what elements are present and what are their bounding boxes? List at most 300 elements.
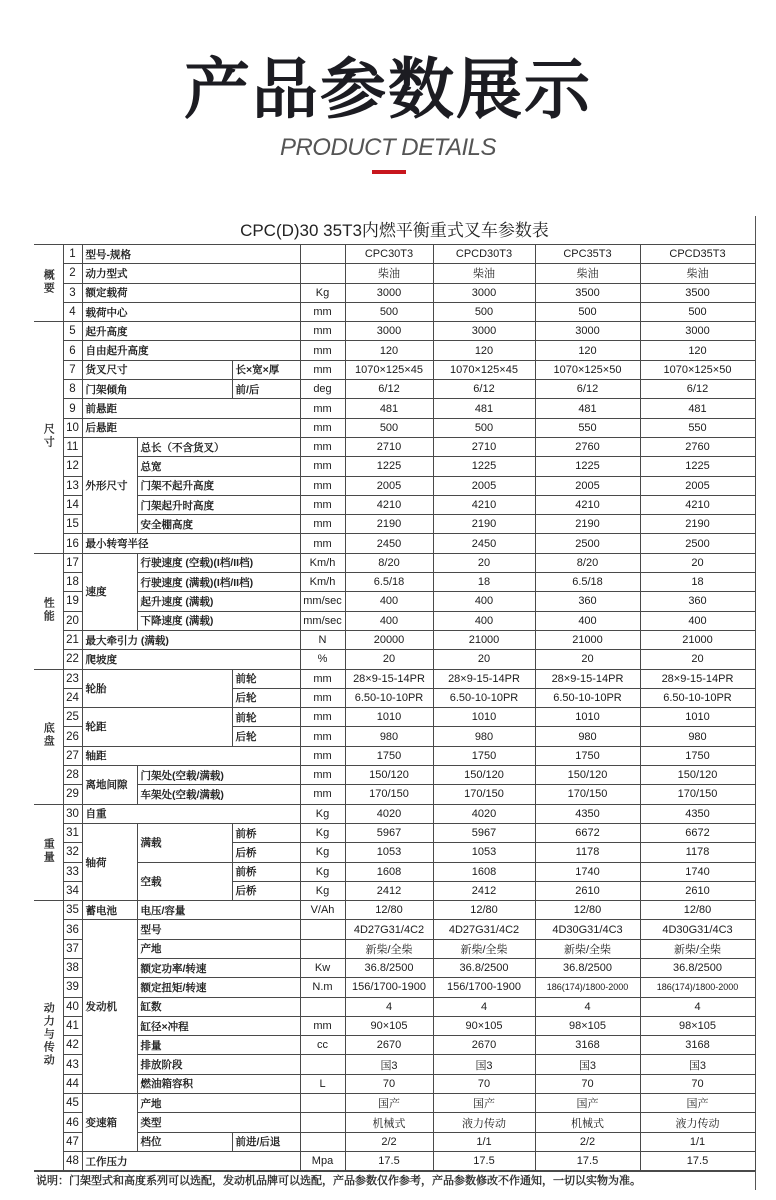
unit-cell: mm: [300, 1016, 345, 1035]
value-cell-model-2: 150/120: [433, 766, 535, 785]
row-number: 43: [63, 1055, 82, 1074]
value-cell-model-4: 1740: [640, 862, 755, 881]
table-row: [34, 611, 755, 630]
value-cell-model-3: 4350: [535, 804, 640, 823]
row-number: 9: [63, 399, 82, 418]
row-number: 44: [63, 1074, 82, 1093]
value-cell-model-2: 国3: [433, 1055, 535, 1074]
table-row: [34, 997, 755, 1016]
value-cell-model-1: 2005: [345, 476, 433, 495]
unit-cell: [300, 1055, 345, 1074]
value-cell-model-1: 柴油: [345, 264, 433, 283]
value-cell-model-2: 500: [433, 418, 535, 437]
value-cell-model-1: 4: [345, 997, 433, 1016]
value-cell-model-4: 2190: [640, 515, 755, 534]
unit-cell: mm: [300, 399, 345, 418]
value-cell-model-2: 21000: [433, 630, 535, 649]
table-row: [34, 341, 755, 360]
param-sublabel: 满载: [137, 823, 232, 862]
value-cell-model-4: 400: [640, 611, 755, 630]
row-number: 7: [63, 360, 82, 379]
unit-cell: Kg: [300, 862, 345, 881]
table-row: [34, 1055, 755, 1074]
value-cell-model-1: 2/2: [345, 1132, 433, 1151]
value-cell-model-4: 2760: [640, 437, 755, 456]
param-group-label: 轴荷: [82, 823, 137, 900]
param-sublabel: 门架处(空载/满载): [137, 766, 300, 785]
param-sublabel: 行驶速度 (满载)(I档/II档): [137, 573, 300, 592]
category-label: [34, 669, 63, 804]
param-group-label: 发动机: [82, 920, 137, 1094]
value-cell-model-3: 1225: [535, 457, 640, 476]
value-cell-model-2: CPCD30T3: [433, 245, 535, 264]
param-sublabel: 行驶速度 (空载)(I档/II档): [137, 553, 300, 572]
row-number: 41: [63, 1016, 82, 1035]
unit-cell: mm: [300, 746, 345, 765]
param-sub2label: 后桥: [232, 881, 300, 900]
value-cell-model-1: 1070×125×45: [345, 360, 433, 379]
unit-cell: Kg: [300, 843, 345, 862]
row-number: 6: [63, 341, 82, 360]
value-cell-model-1: 国3: [345, 1055, 433, 1074]
value-cell-model-4: 12/80: [640, 901, 755, 920]
value-cell-model-3: 新柴/全柴: [535, 939, 640, 958]
value-cell-model-4: 98×105: [640, 1016, 755, 1035]
value-cell-model-3: 120: [535, 341, 640, 360]
value-cell-model-3: 150/120: [535, 766, 640, 785]
row-number: 2: [63, 264, 82, 283]
value-cell-model-1: 1010: [345, 708, 433, 727]
value-cell-model-4: 6/12: [640, 380, 755, 399]
unit-cell: [300, 939, 345, 958]
table-row: [34, 1094, 755, 1113]
value-cell-model-4: 国产: [640, 1094, 755, 1113]
value-cell-model-2: 2190: [433, 515, 535, 534]
param-sublabel: 排量: [137, 1036, 300, 1055]
row-number: 17: [63, 553, 82, 572]
value-cell-model-4: 20: [640, 650, 755, 669]
value-cell-model-2: 170/150: [433, 785, 535, 804]
value-cell-model-1: 120: [345, 341, 433, 360]
row-number: 45: [63, 1094, 82, 1113]
row-number: 22: [63, 650, 82, 669]
table-row: [34, 515, 755, 534]
value-cell-model-1: 1608: [345, 862, 433, 881]
category-label: [34, 901, 63, 1171]
value-cell-model-2: 120: [433, 341, 535, 360]
value-cell-model-3: 1750: [535, 746, 640, 765]
value-cell-model-3: 4D30G31/4C3: [535, 920, 640, 939]
table-row: [34, 399, 755, 418]
value-cell-model-1: 2670: [345, 1036, 433, 1055]
value-cell-model-1: 90×105: [345, 1016, 433, 1035]
value-cell-model-3: 1070×125×50: [535, 360, 640, 379]
param-group-label: 轮距: [82, 708, 232, 747]
value-cell-model-4: 2610: [640, 881, 755, 900]
category-label: [34, 553, 63, 669]
value-cell-model-4: 液力传动: [640, 1113, 755, 1132]
value-cell-model-4: 1178: [640, 843, 755, 862]
param-group-label: 蓄电池: [82, 901, 137, 920]
value-cell-model-4: 6.50-10-10PR: [640, 688, 755, 707]
row-number: 23: [63, 669, 82, 688]
value-cell-model-4: 国3: [640, 1055, 755, 1074]
value-cell-model-1: 2412: [345, 881, 433, 900]
param-sublabel: 总宽: [137, 457, 300, 476]
unit-cell: [300, 920, 345, 939]
value-cell-model-2: 500: [433, 302, 535, 321]
param-sublabel: 下降速度 (满载): [137, 611, 300, 630]
param-sublabel: 产地: [137, 1094, 300, 1113]
value-cell-model-3: 3168: [535, 1036, 640, 1055]
value-cell-model-3: 20: [535, 650, 640, 669]
unit-cell: mm: [300, 322, 345, 341]
table-row: [34, 437, 755, 456]
value-cell-model-3: 2500: [535, 534, 640, 553]
row-number: 1: [63, 245, 82, 264]
param-sublabel: 类型: [137, 1113, 300, 1132]
value-cell-model-1: 8/20: [345, 553, 433, 572]
value-cell-model-4: 360: [640, 592, 755, 611]
unit-cell: mm: [300, 727, 345, 746]
value-cell-model-3: 机械式: [535, 1113, 640, 1132]
value-cell-model-3: 2190: [535, 515, 640, 534]
unit-cell: L: [300, 1074, 345, 1093]
spec-table: [34, 244, 756, 1171]
value-cell-model-1: 980: [345, 727, 433, 746]
value-cell-model-3: 1178: [535, 843, 640, 862]
param-sublabel: 长×宽×厚: [232, 360, 300, 379]
value-cell-model-4: 500: [640, 302, 755, 321]
value-cell-model-1: 4210: [345, 495, 433, 514]
value-cell-model-1: 6/12: [345, 380, 433, 399]
unit-cell: [300, 245, 345, 264]
value-cell-model-4: 170/150: [640, 785, 755, 804]
table-row: [34, 1016, 755, 1035]
value-cell-model-4: 4D30G31/4C3: [640, 920, 755, 939]
value-cell-model-2: 6/12: [433, 380, 535, 399]
value-cell-model-1: 481: [345, 399, 433, 418]
table-row: [34, 360, 755, 379]
value-cell-model-3: 4: [535, 997, 640, 1016]
table-row: [34, 553, 755, 572]
value-cell-model-3: 550: [535, 418, 640, 437]
unit-cell: [300, 1132, 345, 1151]
value-cell-model-3: 2005: [535, 476, 640, 495]
value-cell-model-3: 360: [535, 592, 640, 611]
value-cell-model-2: 2450: [433, 534, 535, 553]
value-cell-model-4: 1750: [640, 746, 755, 765]
row-number: 40: [63, 997, 82, 1016]
value-cell-model-3: 2760: [535, 437, 640, 456]
param-label: 起升高度: [82, 322, 300, 341]
value-cell-model-4: 980: [640, 727, 755, 746]
value-cell-model-3: 17.5: [535, 1151, 640, 1170]
value-cell-model-4: 550: [640, 418, 755, 437]
param-sub2label: 前桥: [232, 823, 300, 842]
value-cell-model-1: 20000: [345, 630, 433, 649]
param-label: 自重: [82, 804, 300, 823]
value-cell-model-3: 6672: [535, 823, 640, 842]
param-sub2label: 后轮: [232, 727, 300, 746]
param-group-label: 变速箱: [82, 1094, 137, 1152]
table-row: [34, 457, 755, 476]
unit-cell: Kg: [300, 804, 345, 823]
category-text: 底盘: [42, 722, 55, 749]
category-text: 动力与传动: [42, 1001, 55, 1067]
value-cell-model-1: 36.8/2500: [345, 958, 433, 977]
param-sublabel: 产地: [137, 939, 300, 958]
value-cell-model-2: 柴油: [433, 264, 535, 283]
value-cell-model-4: 新柴/全柴: [640, 939, 755, 958]
row-number: 31: [63, 823, 82, 842]
value-cell-model-2: 5967: [433, 823, 535, 842]
row-number: 42: [63, 1036, 82, 1055]
value-cell-model-1: 1053: [345, 843, 433, 862]
table-row: [34, 380, 755, 399]
value-cell-model-1: 500: [345, 302, 433, 321]
unit-cell: Km/h: [300, 573, 345, 592]
value-cell-model-4: CPCD35T3: [640, 245, 755, 264]
param-group-label: 速度: [82, 553, 137, 630]
table-row: [34, 823, 755, 842]
row-number: 15: [63, 515, 82, 534]
row-number: 37: [63, 939, 82, 958]
value-cell-model-1: 70: [345, 1074, 433, 1093]
unit-cell: [300, 264, 345, 283]
unit-cell: deg: [300, 380, 345, 399]
value-cell-model-2: 国产: [433, 1094, 535, 1113]
category-label: [34, 245, 63, 322]
value-cell-model-4: 20: [640, 553, 755, 572]
unit-cell: N.m: [300, 978, 345, 997]
value-cell-model-3: 国产: [535, 1094, 640, 1113]
value-cell-model-4: 柴油: [640, 264, 755, 283]
value-cell-model-1: 6.5/18: [345, 573, 433, 592]
value-cell-model-1: 1225: [345, 457, 433, 476]
value-cell-model-1: 3000: [345, 283, 433, 302]
value-cell-model-1: 2190: [345, 515, 433, 534]
table-row: [34, 862, 755, 881]
category-label: [34, 804, 63, 900]
value-cell-model-1: 170/150: [345, 785, 433, 804]
value-cell-model-1: 156/1700-1900: [345, 978, 433, 997]
value-cell-model-2: 980: [433, 727, 535, 746]
category-label: [34, 322, 63, 554]
value-cell-model-2: 481: [433, 399, 535, 418]
value-cell-model-2: 12/80: [433, 901, 535, 920]
spec-table-container: [34, 216, 756, 1190]
row-number: 13: [63, 476, 82, 495]
param-sublabel: 安全棚高度: [137, 515, 300, 534]
value-cell-model-4: 2500: [640, 534, 755, 553]
value-cell-model-2: 1053: [433, 843, 535, 862]
row-number: 26: [63, 727, 82, 746]
value-cell-model-3: 98×105: [535, 1016, 640, 1035]
table-row: [34, 708, 755, 727]
param-label: 前悬距: [82, 399, 300, 418]
value-cell-model-2: 2710: [433, 437, 535, 456]
value-cell-model-2: 1750: [433, 746, 535, 765]
param-sublabel: 电压/容量: [137, 901, 300, 920]
table-row: [34, 1036, 755, 1055]
table-row: [34, 920, 755, 939]
param-sub2label: 前桥: [232, 862, 300, 881]
unit-cell: mm: [300, 360, 345, 379]
value-cell-model-3: 170/150: [535, 785, 640, 804]
value-cell-model-2: 90×105: [433, 1016, 535, 1035]
value-cell-model-4: 70: [640, 1074, 755, 1093]
row-number: 12: [63, 457, 82, 476]
value-cell-model-4: 36.8/2500: [640, 958, 755, 977]
row-number: 20: [63, 611, 82, 630]
table-row: [34, 785, 755, 804]
unit-cell: [300, 1113, 345, 1132]
unit-cell: mm: [300, 437, 345, 456]
value-cell-model-4: 17.5: [640, 1151, 755, 1170]
value-cell-model-4: 1225: [640, 457, 755, 476]
value-cell-model-1: 4D27G31/4C2: [345, 920, 433, 939]
value-cell-model-3: 28×9-15-14PR: [535, 669, 640, 688]
value-cell-model-1: 28×9-15-14PR: [345, 669, 433, 688]
value-cell-model-3: 186(174)/1800-2000: [535, 978, 640, 997]
unit-cell: mm: [300, 669, 345, 688]
row-number: 48: [63, 1151, 82, 1170]
param-sub2label: 后轮: [232, 688, 300, 707]
category-text: 性能: [42, 596, 55, 623]
row-number: 33: [63, 862, 82, 881]
table-row: [34, 418, 755, 437]
param-label: 自由起升高度: [82, 341, 300, 360]
param-sublabel: 缸数: [137, 997, 300, 1016]
table-row: [34, 1132, 755, 1151]
table-row: [34, 766, 755, 785]
table-row: [34, 804, 755, 823]
row-number: 47: [63, 1132, 82, 1151]
value-cell-model-3: 6.5/18: [535, 573, 640, 592]
value-cell-model-2: 18: [433, 573, 535, 592]
value-cell-model-1: 国产: [345, 1094, 433, 1113]
param-group-label: 外形尺寸: [82, 437, 137, 533]
value-cell-model-4: 1010: [640, 708, 755, 727]
value-cell-model-2: 36.8/2500: [433, 958, 535, 977]
value-cell-model-1: 5967: [345, 823, 433, 842]
table-row: [34, 1113, 755, 1132]
param-sub2label: 后桥: [232, 843, 300, 862]
param-label: 门架倾角: [82, 380, 232, 399]
table-row: [34, 476, 755, 495]
value-cell-model-4: 481: [640, 399, 755, 418]
unit-cell: mm: [300, 534, 345, 553]
unit-cell: mm: [300, 476, 345, 495]
param-sublabel: 缸径×冲程: [137, 1016, 300, 1035]
value-cell-model-2: 2670: [433, 1036, 535, 1055]
table-row: [34, 1074, 755, 1093]
param-sublabel: 型号: [137, 920, 300, 939]
value-cell-model-4: 120: [640, 341, 755, 360]
row-number: 11: [63, 437, 82, 456]
category-text: 概要: [42, 268, 55, 295]
value-cell-model-1: 6.50-10-10PR: [345, 688, 433, 707]
unit-cell: mm/sec: [300, 592, 345, 611]
value-cell-model-3: 70: [535, 1074, 640, 1093]
table-row: [34, 939, 755, 958]
param-sub2label: 前轮: [232, 669, 300, 688]
value-cell-model-3: 980: [535, 727, 640, 746]
value-cell-model-2: 1/1: [433, 1132, 535, 1151]
value-cell-model-2: 4210: [433, 495, 535, 514]
value-cell-model-3: 3500: [535, 283, 640, 302]
unit-cell: mm: [300, 457, 345, 476]
unit-cell: mm: [300, 708, 345, 727]
accent-divider: [372, 170, 406, 174]
value-cell-model-2: 20: [433, 650, 535, 669]
table-row: [34, 669, 755, 688]
param-group-label: 离地间隙: [82, 766, 137, 805]
table-row: [34, 495, 755, 514]
category-text: 尺寸: [42, 422, 55, 449]
unit-cell: Kw: [300, 958, 345, 977]
unit-cell: V/Ah: [300, 901, 345, 920]
table-row: [34, 322, 755, 341]
value-cell-model-4: 28×9-15-14PR: [640, 669, 755, 688]
value-cell-model-3: 4210: [535, 495, 640, 514]
param-label: 后悬距: [82, 418, 300, 437]
table-row: [34, 650, 755, 669]
value-cell-model-1: 500: [345, 418, 433, 437]
param-sublabel: 前/后: [232, 380, 300, 399]
value-cell-model-3: 国3: [535, 1055, 640, 1074]
table-row: [34, 630, 755, 649]
value-cell-model-2: 1608: [433, 862, 535, 881]
row-number: 16: [63, 534, 82, 553]
param-sub2label: 前轮: [232, 708, 300, 727]
table-row: [34, 245, 755, 264]
value-cell-model-3: 2610: [535, 881, 640, 900]
value-cell-model-1: 150/120: [345, 766, 433, 785]
value-cell-model-1: 12/80: [345, 901, 433, 920]
unit-cell: mm/sec: [300, 611, 345, 630]
value-cell-model-3: 21000: [535, 630, 640, 649]
table-row: [34, 283, 755, 302]
value-cell-model-2: 3000: [433, 322, 535, 341]
value-cell-model-4: 4210: [640, 495, 755, 514]
row-number: 18: [63, 573, 82, 592]
page-title: 产品参数展示: [184, 51, 592, 128]
row-number: 5: [63, 322, 82, 341]
value-cell-model-3: 6/12: [535, 380, 640, 399]
value-cell-model-1: 20: [345, 650, 433, 669]
param-label: 爬坡度: [82, 650, 300, 669]
value-cell-model-2: 3000: [433, 283, 535, 302]
row-number: 38: [63, 958, 82, 977]
page-subtitle: PRODUCT DETAILS: [279, 134, 497, 161]
value-cell-model-1: 400: [345, 592, 433, 611]
value-cell-model-1: 3000: [345, 322, 433, 341]
table-note: 说明：门架型式和高度系列可以选配，发动机品牌可以选配，产品参数仅作参考，产品参数修改不作通知，一切以实物为准。: [34, 1171, 755, 1190]
param-label: 额定载荷: [82, 283, 300, 302]
row-number: 28: [63, 766, 82, 785]
param-label: 货叉尺寸: [82, 360, 232, 379]
value-cell-model-4: 1070×125×50: [640, 360, 755, 379]
value-cell-model-3: 1010: [535, 708, 640, 727]
value-cell-model-2: 1225: [433, 457, 535, 476]
param-sublabel: 空载: [137, 862, 232, 901]
table-row: [34, 746, 755, 765]
value-cell-model-2: 6.50-10-10PR: [433, 688, 535, 707]
param-label: 动力型式: [82, 264, 300, 283]
row-number: 14: [63, 495, 82, 514]
